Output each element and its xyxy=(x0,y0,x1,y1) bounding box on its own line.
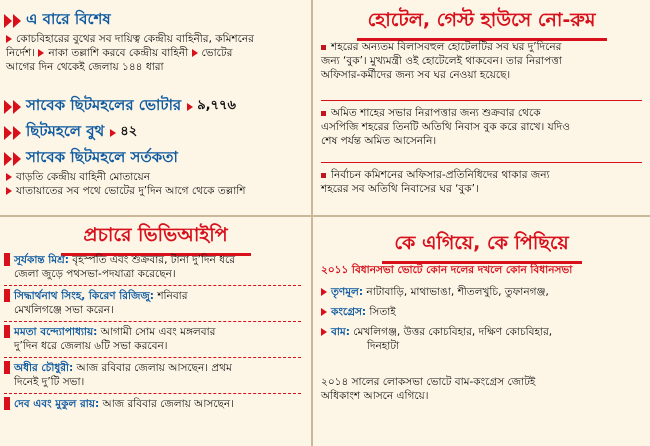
bullet-block-caution: বাড়তি কেন্দ্রীয় বাহিনী মোতায়েন যাতায়াতের সব পথে ভোটের দু’দিন আগে থেকে তল্লাশি xyxy=(6,170,245,198)
bullet-triangle-icon xyxy=(6,35,12,43)
vvip-list xyxy=(4,253,307,411)
bullet-bar-icon xyxy=(4,253,10,266)
chevron-icon xyxy=(4,152,12,166)
list-item: কংগ্রেস: সিতাই xyxy=(321,305,552,319)
paragraph-hotel-2: অমিত শাহের সভার নিরাপত্তার জন্য শুক্রবার থেকে এসপিজি শহরের তিনটি অতিথি নিবাস বুক করে রাখে। যদিও শেষ পর্যন্ত অমিত আসেননি। xyxy=(321,107,570,147)
chevron-icon xyxy=(13,126,21,140)
bullet-square-icon xyxy=(321,45,326,50)
dotted-divider xyxy=(4,285,301,286)
bullet-triangle-icon xyxy=(187,103,193,111)
bullet-triangle-icon xyxy=(192,49,198,57)
section-heading-caution: সাবেক ছিটমহলে সর্তকতা xyxy=(4,146,178,171)
special-this-time-panel xyxy=(0,0,311,215)
chevron-icon xyxy=(13,100,21,114)
bullet-square-icon xyxy=(321,111,326,116)
who-ahead-panel xyxy=(313,217,650,446)
section-heading-special: এ বারে বিশেষ xyxy=(4,8,111,33)
list-item: সিদ্ধার্থনাথ সিংহ, কিরেণ রিজিজু: শনিবার মেখলিগঞ্জে সভা করেন। xyxy=(4,289,307,317)
bullet-triangle-icon xyxy=(6,173,12,181)
bullet-triangle-icon xyxy=(38,49,44,57)
assembly-subtitle: ২০১১ বিধানসভা ভোটে কোন দলের দখলে কোন বিধানসভা xyxy=(321,264,573,276)
chevron-icon xyxy=(4,14,12,28)
list-item: দেব এবং মুকুল রায়: আজ রবিবার জেলায় আসছেন। xyxy=(4,397,307,411)
bullet-block-booths: কোচবিহারের বুথের সব দায়িত্ব কেন্দ্রীয় বাহিনীর, কমিশনের নির্দেশ। নাকা তল্লাশি করবে কেন্দ্রীয় বাহিনী ভোটের আগের দিন থেকেই জেলায় ১৪৪ ধারা xyxy=(6,33,254,73)
bullet-triangle-icon xyxy=(110,129,116,137)
divider xyxy=(321,100,642,101)
bullet-triangle-icon xyxy=(321,288,327,296)
section-heading-voters: সাবেক ছিটমহলের ভোটার ৯,৭৭৬ xyxy=(4,94,236,119)
bullet-triangle-icon xyxy=(6,187,12,195)
chevron-icon xyxy=(4,100,12,114)
vvip-campaign-panel xyxy=(0,217,311,446)
party-list: তৃণমূল: নাটাবাড়ি, মাথাভাঙা, শীতলখুচি, তুফানগঞ্জ, কংগ্রেস: সিতাই বাম: মেখলিগঞ্জ, উত্তর কোচবিহার, দক্ষিণ কোচবিহার, দিনহাটা xyxy=(321,285,552,353)
dotted-divider xyxy=(4,321,301,322)
hotel-no-room-panel xyxy=(313,0,650,215)
hotel-title: হোটেল, গেস্ট হাউসে নো-রুম xyxy=(367,9,596,31)
chevron-icon xyxy=(13,14,21,28)
bullet-bar-icon xyxy=(4,397,10,410)
vvip-title: প্রচারে ভিভিআইপি xyxy=(83,224,228,246)
paragraph-hotel-3: নির্বাচন কমিশনের অফিসার-প্রতিনিধিদের থাকার জন্য শহরের সব অতিথি নিবাসের ঘর ‘বুক’। xyxy=(321,169,550,195)
chevron-icon xyxy=(13,152,21,166)
dotted-divider xyxy=(4,393,301,394)
section-heading-booths: ছিটমহলে বুথ ৪২ xyxy=(4,120,137,145)
who-ahead-title: কে এগিয়ে, কে পিছিয়ে xyxy=(394,232,569,254)
bullet-triangle-icon xyxy=(321,328,327,336)
bullet-bar-icon xyxy=(4,325,10,338)
bullet-square-icon xyxy=(321,173,326,178)
list-item: অধীর চৌধুরী: আজ রবিবার জেলায় আসছেন। প্রথম দিনেই দু’টি সভা। xyxy=(4,361,307,389)
footer-note: ২০১৪ সালের লোকসভা ভোটে বাম-কংগ্রেস জোটই অধিকাংশ আসনে এগিয়ে। xyxy=(321,376,536,402)
divider xyxy=(321,162,642,163)
list-item: তৃণমূল: নাটাবাড়ি, মাথাভাঙা, শীতলখুচি, তুফানগঞ্জ, xyxy=(321,285,552,299)
list-item: বাম: মেখলিগঞ্জ, উত্তর কোচবিহার, দক্ষিণ কোচবিহার, xyxy=(321,325,552,339)
chevron-icon xyxy=(4,126,12,140)
list-item: সূর্যকান্ত মিশ্র: বৃহস্পতি এবং শুক্রবার, টানা দু’দিন ধরে জেলা জুড়ে পথসভা-পদযাত্রা করেছেন। xyxy=(4,253,307,281)
bullet-triangle-icon xyxy=(321,308,327,316)
bullet-bar-icon xyxy=(4,361,10,374)
dotted-divider xyxy=(4,357,301,358)
paragraph-hotel-1: শহরের অন্যতম বিলাসবহুল হোটেলটির সব ঘর দু’দিনের জন্য ‘বুক’। মুখ্যমন্ত্রী ওই হোটেলেই থাকবেন। তার নিরাপত্তা অফিসার-কর্মীদের জন্য সব ঘর নেওয়া হয়েছে। xyxy=(321,41,562,81)
bullet-bar-icon xyxy=(4,289,10,302)
list-item: মমতা বন্দ্যোপাধ্যায়: আগামী সোম এবং মঙ্গলবার দু’দিন ধরে জেলায় ৬টি সভা করবেন। xyxy=(4,325,307,353)
